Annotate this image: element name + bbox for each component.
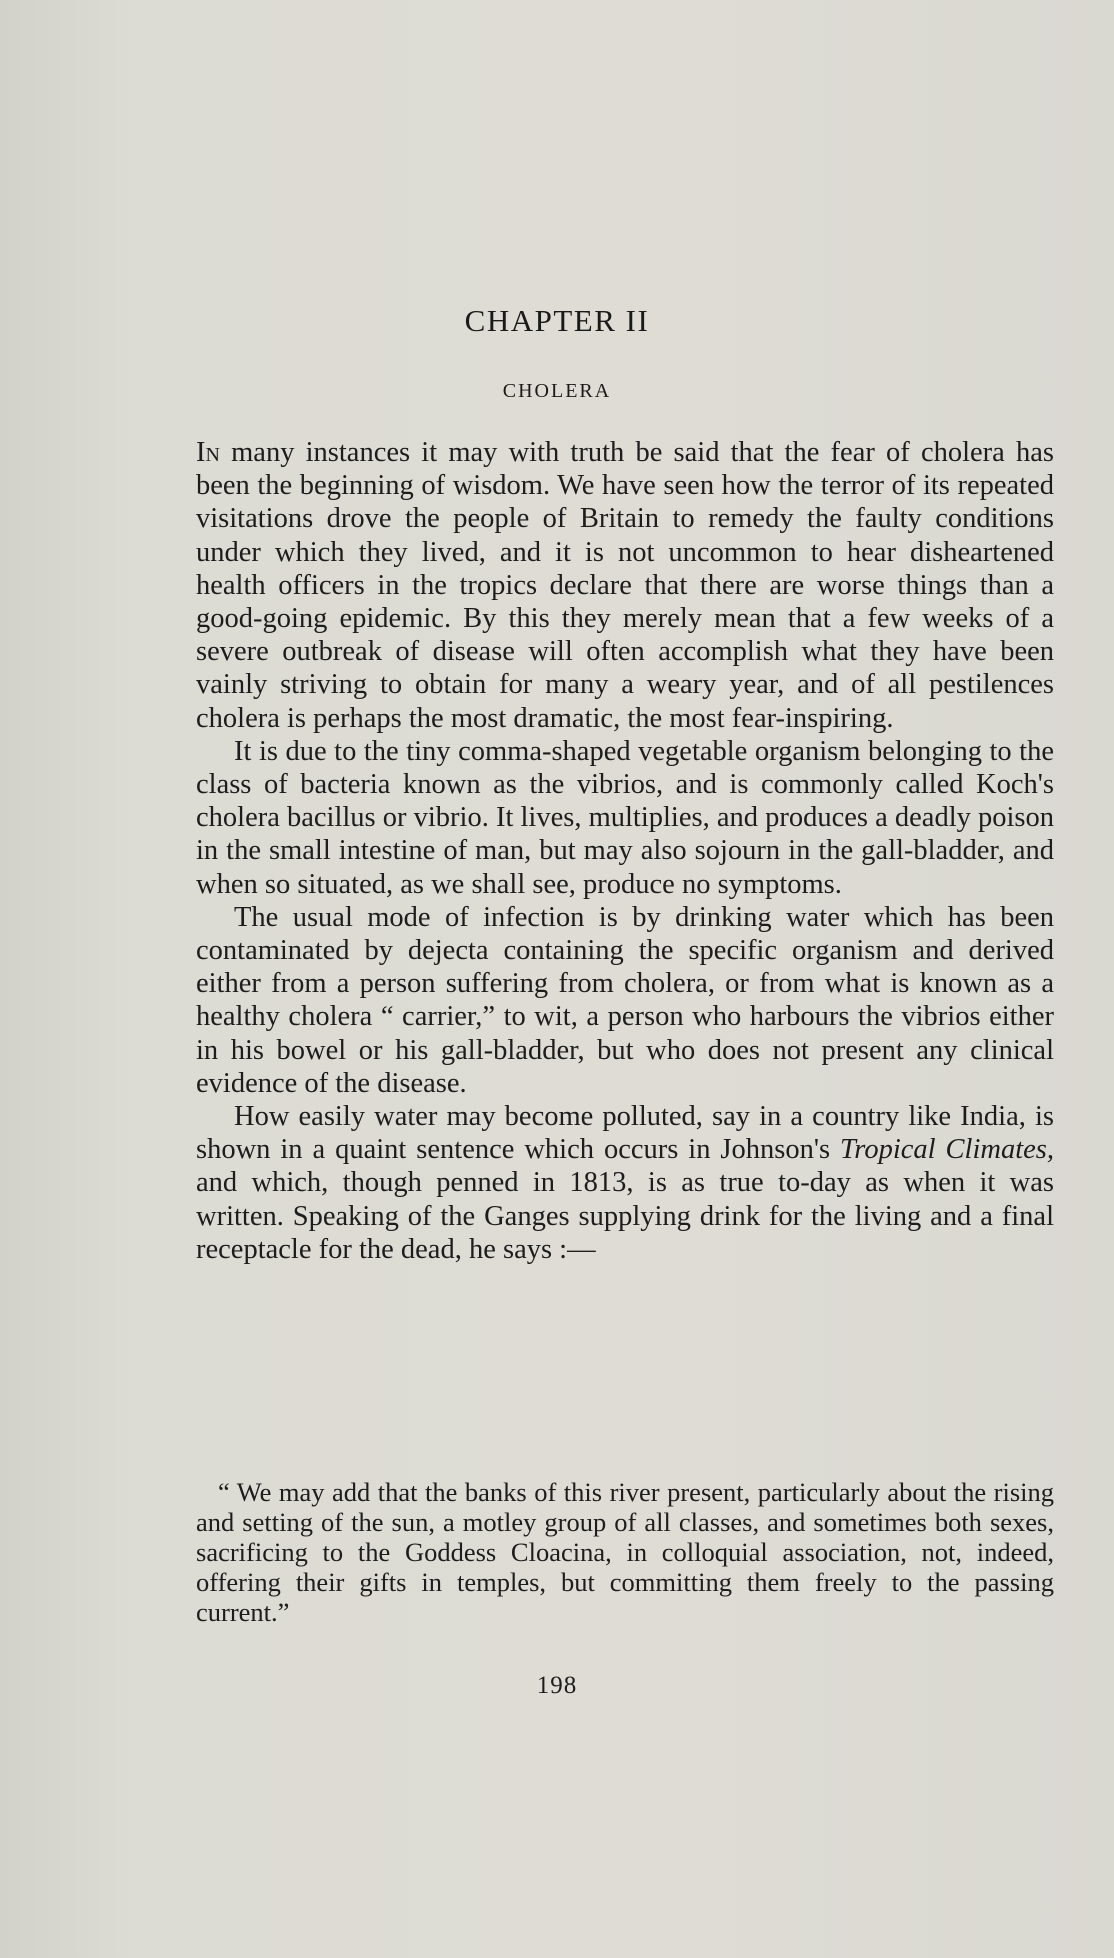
quote-text: “ We may add that the banks of this river present, particularly about the rising and setting of the sun, a motley group of all classes, and sometimes both sexes, sacrificing to the Goddess Cloacina, in colloquial association, not, indeed, offering their gifts in temples, but committing them freely to the passing current.”	[196, 1477, 1054, 1627]
chapter-heading: CHAPTER II	[464, 303, 650, 338]
paragraph-lead-word: In	[196, 437, 220, 468]
block-quote	[196, 1477, 1054, 1627]
book-title-italic: Tropical Climates,	[840, 1134, 1054, 1166]
chapter-title: CHOLERA	[502, 380, 612, 402]
paragraph-2: It is due to the tiny comma-shaped vegetable organism belonging to the class of bacteria known as the vibrios, and is commonly called Koch's cholera bacillus or vibrio. It lives, multiplies, and produces a deadly poison in the small intestine of man, but may also sojourn in the gall-bladder, and when so situated, as we shall see, produce no symptoms.	[196, 735, 1054, 900]
paragraph-4-text-start: How easily water may become polluted, say in a country like India, is shown in a quaint sentence which occurs in Johnson's	[196, 1101, 1054, 1166]
paragraph-3: The usual mode of infection is by drinking water which has been contaminated by dejecta containing the specific organism and derived either from a person suffering from cholera, or from what is known as a healthy cholera “ carrier,” to wit, a person who harbours the vibrios either in his bowel or his gall-bladder, but who does not present any clinical evidence of the disease.	[196, 901, 1054, 1099]
paragraph-1-text: many instances it may with truth be said that the fear of cholera has been the beginning of wisdom. We have seen how the terror of its repeated visitations drove the people of Britain to remedy the faulty conditions under which they lived, and it is not uncommon to hear disheartened health officers in the tropics declare that there are worse things than a good-going epidemic. By this they merely mean that a few weeks of a severe outbreak of disease will often accomplish what they have been vainly striving to obtain for many a weary year, and of all pestilences cholera is perhaps the most dramatic, the most fear-inspiring.	[196, 437, 1054, 734]
paragraph-4-text-end: and which, though penned in 1813, is as true to-day as when it was written. Speaking of the Ganges supplying drink for the living and a final receptacle for the dead, he says :—	[196, 1167, 1054, 1265]
page-number: 198	[536, 1672, 578, 1699]
body-text	[196, 436, 1054, 1266]
paragraph-4	[196, 1100, 1054, 1266]
paragraph-1	[196, 436, 1054, 735]
